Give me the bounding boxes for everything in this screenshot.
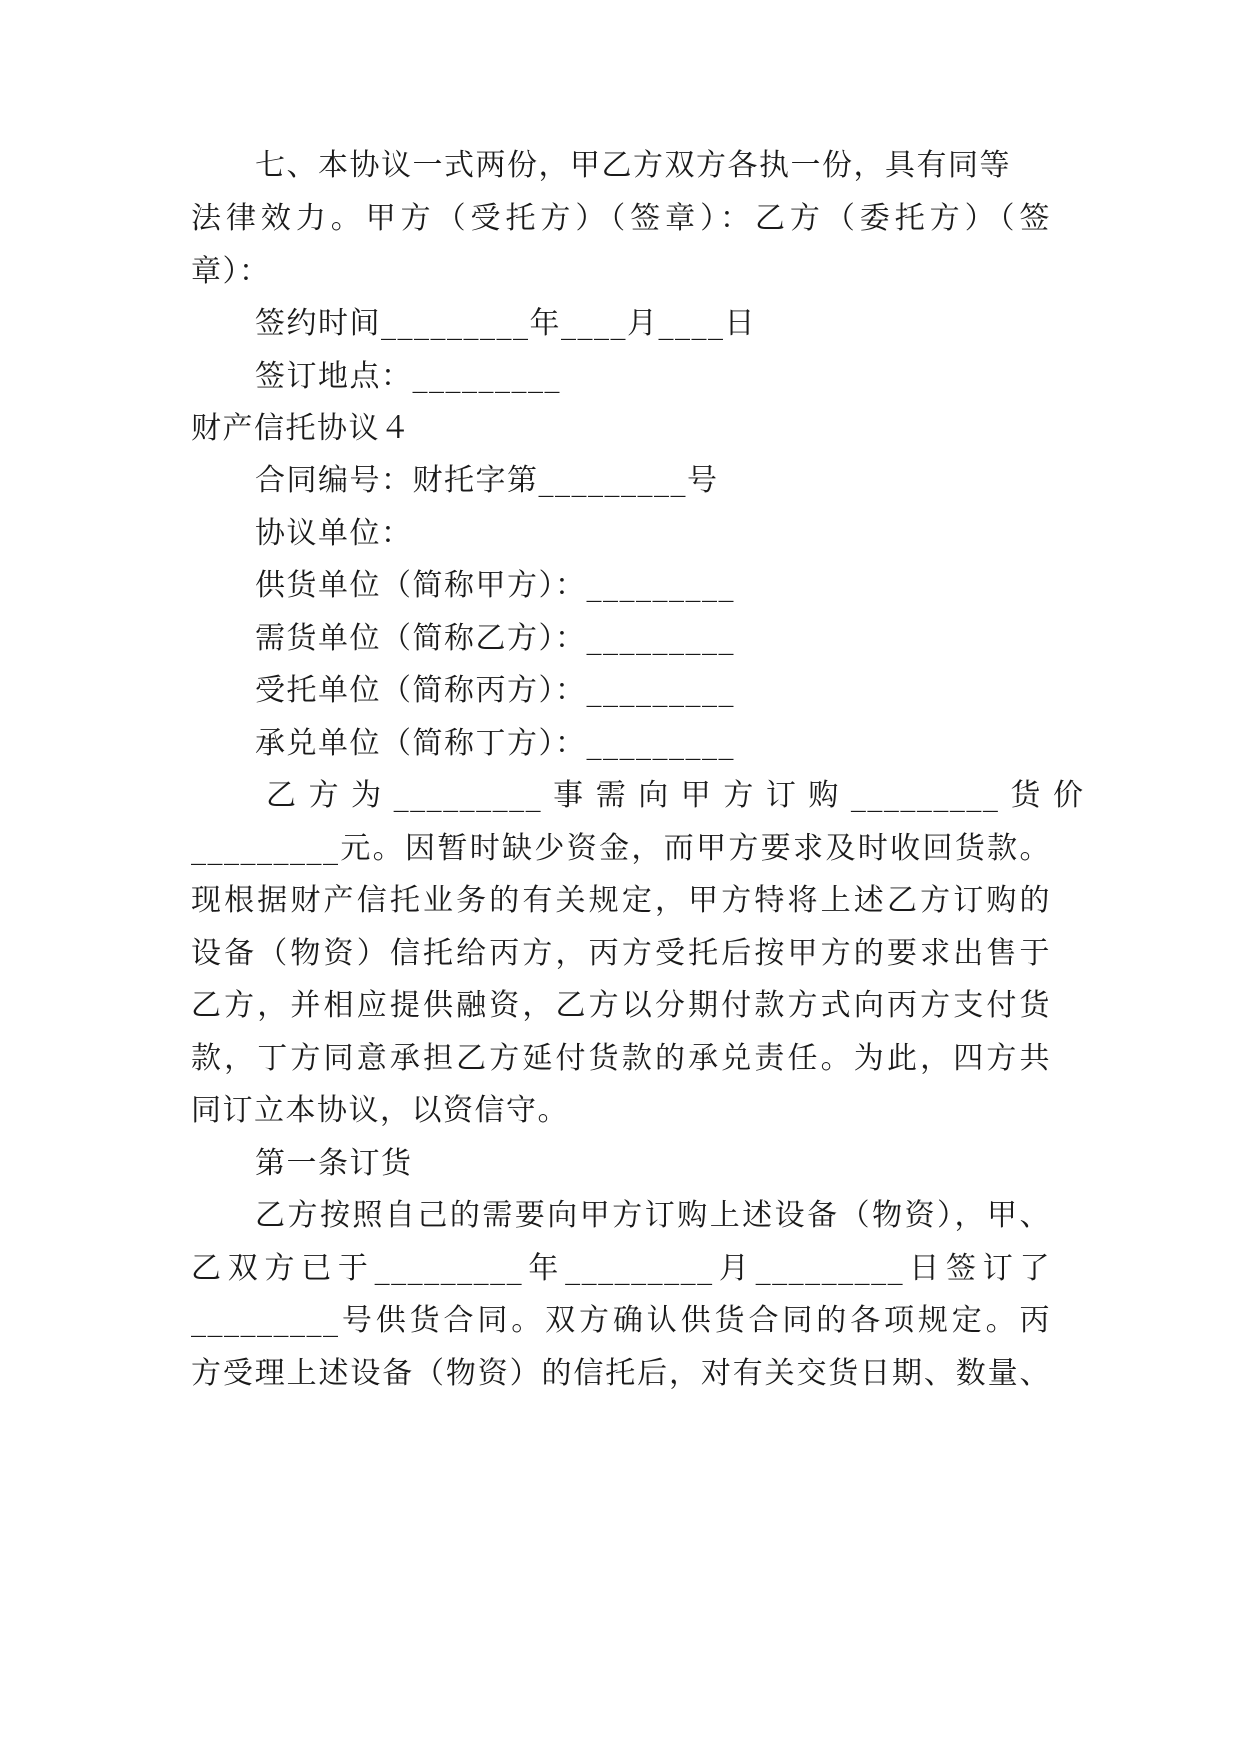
preamble-line-7: 同订立本协议，以资信守。 bbox=[191, 1093, 569, 1128]
parties-heading: 协议单位： bbox=[255, 516, 413, 551]
article-one-line-2: 乙双方已于_________年_________月_________日签订了 bbox=[191, 1251, 1051, 1286]
clause-seven-line-1: 七、本协议一式两份，甲乙方双方各执一份，具有同等 bbox=[255, 148, 1011, 183]
signing-place-line: 签订地点：_________ bbox=[255, 359, 561, 394]
clause-seven-line-3: 章）： bbox=[191, 254, 271, 289]
preamble-line-2: _________元。因暂时缺少资金，而甲方要求及时收回货款。 bbox=[191, 831, 1051, 866]
party-b-line: 需货单位（简称乙方）：_________ bbox=[255, 621, 735, 656]
article-one-line-3: _________号供货合同。双方确认供货合同的各项规定。丙 bbox=[191, 1303, 1051, 1338]
preamble-line-3: 现根据财产信托业务的有关规定，甲方特将上述乙方订购的 bbox=[191, 883, 1051, 918]
preamble-line-4: 设备（物资）信托给丙方，丙方受托后按甲方的要求出售于 bbox=[191, 936, 1051, 971]
preamble-line-5: 乙方，并相应提供融资，乙方以分期付款方式向丙方支付货 bbox=[191, 988, 1051, 1023]
preamble-line-6: 款，丁方同意承担乙方延付货款的承兑责任。为此，四方共 bbox=[191, 1041, 1051, 1076]
clause-seven-line-2: 法律效力。甲方（受托方）（签章）：乙方（委托方）（签 bbox=[191, 201, 1051, 236]
article-one-line-4: 方受理上述设备（物资）的信托后，对有关交货日期、数量、 bbox=[191, 1356, 1051, 1391]
article-one-heading: 第一条订货 bbox=[255, 1146, 413, 1181]
party-c-line: 受托单位（简称丙方）：_________ bbox=[255, 673, 735, 708]
party-d-line: 承兑单位（简称丁方）：_________ bbox=[255, 726, 735, 761]
article-one-line-1: 乙方按照自己的需要向甲方订购上述设备（物资），甲、 bbox=[255, 1198, 1051, 1233]
preamble-line-1: 乙 方 为 _________ 事 需 向 甲 方 订 购 _________ 货 价 bbox=[255, 778, 1085, 813]
contract-number-line: 合同编号：财托字第_________号 bbox=[255, 463, 719, 498]
party-a-line: 供货单位（简称甲方）：_________ bbox=[255, 568, 735, 603]
document-title: 财产信托协议４ bbox=[191, 411, 412, 446]
signing-date-line: 签约时间_________年____月____日 bbox=[255, 306, 756, 341]
